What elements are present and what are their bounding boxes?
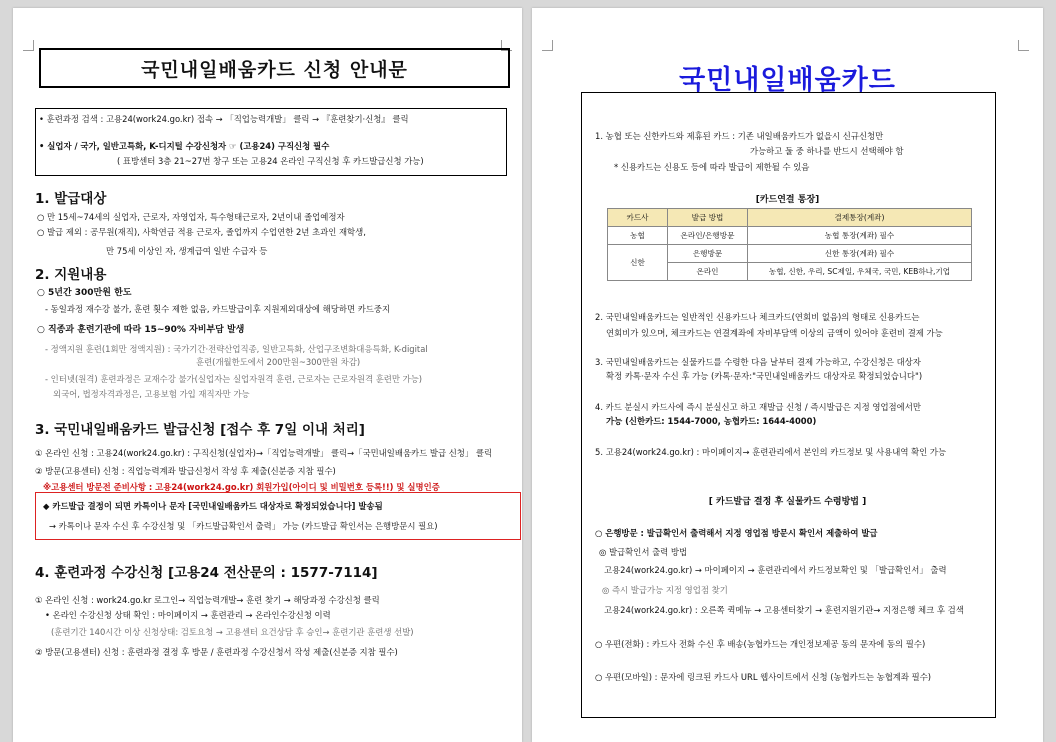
- eligibility-line: ○ 발급 제외 : 공무원(재직), 사학연금 적용 근로자, 졸업까지 수업연한 2년 초과인 재학생,: [37, 227, 366, 237]
- receive-bank: ○ 은행방문 : 발급확인서 출력해서 지정 영업점 방문시 확인서 제출하여 발급: [595, 528, 878, 538]
- receive-phone: ○ 우편(전화) : 카드사 전화 수신 후 배송(농협카드는 개인정보제공 동의 문자에 동의 필수): [595, 639, 926, 649]
- table-header-row: [608, 209, 972, 227]
- crop-mark: [23, 40, 34, 51]
- receive-bank-sub: 고용24(work24.go.kr) : 오른쪽 퀵메뉴 → 고용센터찾기 → 훈련지원기관→ 지정은행 체크 후 검색: [604, 605, 964, 615]
- para-4: 가능 (신한카드: 1544-7000, 농협카드: 1644-4000): [606, 416, 817, 426]
- table-row: [608, 227, 972, 245]
- table-header: 카드사: [608, 209, 668, 227]
- receive-bank-sub: ◎ 발급확인서 출력 방법: [599, 547, 688, 557]
- crop-mark: [542, 40, 553, 51]
- support-limit: ○ 5년간 300만원 한도: [37, 288, 132, 298]
- receive-title: [ 카드발급 결정 후 실물카드 수령방법 ]: [708, 497, 867, 507]
- support-detail: 훈련(개월한도에서 200만원~300만원 차감): [196, 357, 361, 367]
- eligibility-line: ○ 만 15세~74세의 실업자, 근로자, 자영업자, 특수형태근로자, 2년이내 졸업예정자: [37, 212, 345, 222]
- section-heading-issue: 3. 국민내일배움카드 발급신청 [접수 후 7일 이내 처리]: [35, 422, 365, 438]
- eligibility-line: 만 75세 이상인 자, 생계급여 일반 수급자 등: [106, 246, 268, 256]
- table-row: [608, 245, 972, 263]
- receive-bank-sub: ◎ 즉시 발급가능 지정 영업점 찾기: [602, 585, 728, 595]
- notice-line: ◆ 카드발급 결정이 되면 카톡이나 문자 [국민내일배움카드 대상자로 확정되었습니다] 발송됨: [43, 501, 383, 511]
- support-limit-detail: - 동일과정 재수강 불가, 훈련 횟수 제한 없음, 카드발급이후 지원제외대상에 해당하면 카드중지: [45, 304, 391, 314]
- para-3: 확정 카톡·문자 수신 후 가능 (카톡·문자:"국민내일배움카드 대상자로 확정되었습니다"): [606, 371, 923, 381]
- enroll-line: ② 방문(고용센터) 신청 : 훈련과정 결정 후 방문 / 훈련과정 수강신청서 작성 제출(신분증 지참 필수): [35, 647, 398, 657]
- table-header: 발급 방법: [668, 209, 748, 227]
- para-3: 3. 국민내일배움카드는 실물카드를 수령한 다음 날부터 결제 가능하고, 수강신청은 대상자: [595, 357, 921, 367]
- table-cell: 농협 통장(계좌) 필수: [748, 227, 972, 245]
- para-4: 4. 카드 분실시 카드사에 즉시 분실신고 하고 재발급 신청 / 즉시발급은 지정 영업점에서만: [595, 402, 921, 412]
- section-heading-eligibility: 1. 발급대상: [35, 191, 107, 207]
- table-header: 결제통장(계좌): [748, 209, 972, 227]
- table-title: [카드연결 통장]: [755, 195, 820, 205]
- info-line-center: ( 표방센터 3층 21~27번 창구 또는 고용24 온라인 구직신청 후 카드발급신청 가능): [117, 156, 424, 166]
- para-5: 5. 고용24(work24.go.kr) : 마이페이지→ 훈련관리에서 본인의 카드정보 및 사용내역 확인 가능: [595, 447, 947, 457]
- support-self-pay: ○ 직종과 훈련기관에 따라 15~90% 자비부담 발생: [37, 325, 245, 335]
- issue-visit: ② 방문(고용센터) 신청 : 직업능력계좌 발급신청서 작성 후 제출(신분증 지참 필수): [35, 466, 336, 476]
- table-cell: 농협: [608, 227, 668, 245]
- para-2: 연회비가 있으며, 체크카드는 연결계좌에 자비부담액 이상의 금액이 있어야 훈련비 결제 가능: [606, 328, 943, 338]
- issue-prepare: ※고용센터 방문전 준비사항 : 고용24(work24.go.kr) 회원가입(아이디 및 비밀번호 등록!!) 및 실명인증: [43, 482, 440, 492]
- enroll-line: • 온라인 수강신청 상태 확인 : 마이페이지 → 훈련관리 → 온라인수강신청 이력: [45, 610, 331, 620]
- support-detail: 외국어, 법정자격과정은, 고용보험 가입 재직자만 가능: [53, 389, 250, 399]
- page-title: 국민내일배움카드 신청 안내문: [39, 48, 510, 88]
- notice-line: → 카톡이나 문자 수신 후 수강신청 및 「카드발급확인서 출력」 가능 (카드발급 확인서는 은행방문시 필요): [49, 521, 438, 531]
- para-1: 1. 농협 또는 신한카드와 제휴된 카드 : 기존 내일배움카드가 없을시 신규신청만: [595, 131, 884, 141]
- table-cell: 신한: [608, 245, 668, 281]
- table-cell: 은행방문: [668, 245, 748, 263]
- table-cell: 온라인: [668, 263, 748, 281]
- document-page-left: [13, 8, 522, 742]
- receive-mobile: ○ 우편(모바일) : 문자에 링크된 카드사 URL 웹사이트에서 신청 (농협카드는 농협계좌 필수): [595, 672, 932, 682]
- section-heading-enroll: 4. 훈련과정 수강신청 [고용24 전산문의 : 1577-7114]: [35, 565, 378, 581]
- account-table: [607, 208, 972, 281]
- section-heading-support: 2. 지원내용: [35, 267, 107, 283]
- issue-online: ① 온라인 신청 : 고용24(work24.go.kr) : 구직신청(실업자)→「직업능력개발」 클릭→「국민내일배움카드 발급 신청」 클릭: [35, 448, 493, 458]
- enroll-line: ① 온라인 신청 : work24.go.kr 로그인→ 직업능력개발→ 훈련 찾기 → 해당과정 수강신청 클릭: [35, 595, 380, 605]
- support-detail: - 정액지원 훈련(1회만 정액지원) : 국가기간·전략산업직종, 일반고특화, 산업구조변화대응특화, K-digital: [45, 344, 428, 354]
- support-detail: - 인터넷(원격) 훈련과정은 교재수강 불가(실업자는 실업자원격 훈련, 근로자는 근로자원격 훈련만 가능): [45, 374, 423, 384]
- para-2: 2. 국민내일배움카드는 일반적인 신용카드나 체크카드(연회비 없음)의 형태로 신용카드는: [595, 312, 920, 322]
- table-cell: 농협, 신한, 우리, SC제일, 우체국, 국민, KEB하나,기업: [748, 263, 972, 281]
- enroll-line: (훈련기간 140시간 이상 신청상태: 검토요청 → 고용센터 요건상담 후 승인→ 훈련기관 훈련생 선발): [51, 627, 414, 637]
- document-page-right: [532, 8, 1043, 742]
- table-cell: 신한 통장(계좌) 필수: [748, 245, 972, 263]
- crop-mark: [1018, 40, 1029, 51]
- notice-box: [35, 492, 521, 540]
- table-cell: 온라인/은행방문: [668, 227, 748, 245]
- info-line-register: • 실업자 / 국가, 일반고특화, K-디지털 수강신청자 ☞ (고용24) 구직신청 필수: [39, 141, 330, 151]
- receive-bank-sub: 고용24(work24.go.kr) → 마이페이지 → 훈련관리에서 카드정보확인 및 「발급확인서」 출력: [604, 565, 947, 575]
- para-1-note: * 신용카드는 신용도 등에 따라 발급이 제한될 수 있음: [614, 162, 810, 172]
- page-title: 국민내일배움카드: [679, 65, 896, 96]
- para-1: 가능하고 둘 중 하나를 반드시 선택해야 함: [750, 146, 904, 156]
- info-line-search: • 훈련과정 검색 : 고용24(work24.go.kr) 접속 → 「직업능력개발」 클릭 → 『훈련찾기·신청』 클릭: [39, 114, 409, 124]
